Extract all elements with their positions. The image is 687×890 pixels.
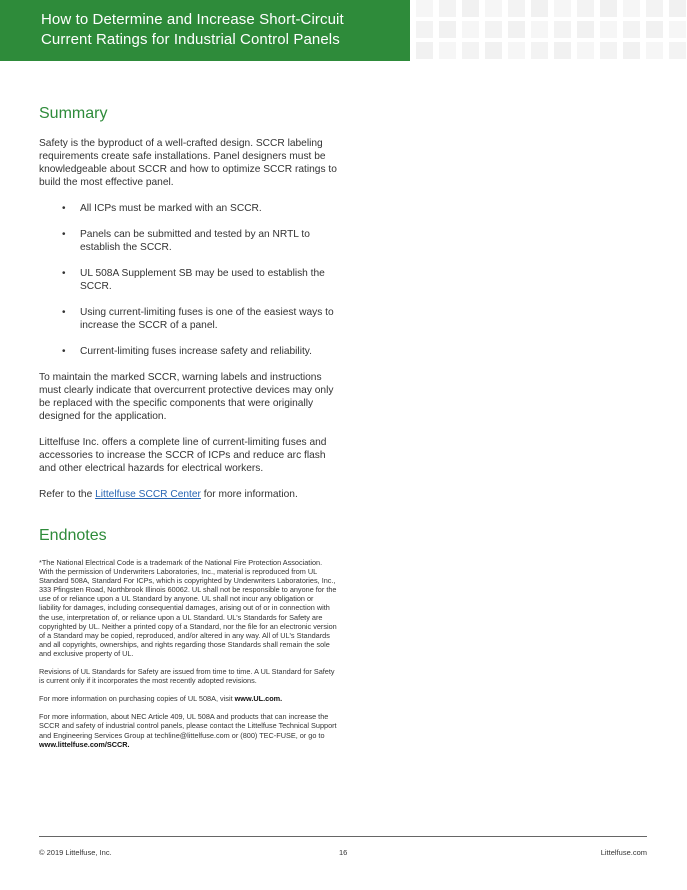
footer-site: Littelfuse.com — [600, 848, 647, 857]
grid-tile — [669, 42, 686, 59]
littelfuse-sccr-link[interactable]: www.littelfuse.com/SCCR. — [39, 739, 130, 749]
list-item: • Current-limiting fuses increase safety and reliability. — [62, 346, 312, 357]
document-title-line-1: How to Determine and Increase Short-Circuit — [41, 11, 344, 28]
grid-tile — [577, 42, 594, 59]
page-number: 16 — [339, 848, 348, 857]
grid-tile — [531, 42, 548, 59]
endnote-revisions: Revisions of UL Standards for Safety are issued from time to time. A UL Standard for Safety is current only if it incorporates the most recently adopted revisions. — [39, 667, 335, 686]
header-band — [0, 0, 410, 61]
grid-tile — [577, 0, 594, 17]
grid-tile — [531, 21, 548, 38]
grid-tile — [669, 21, 686, 38]
grid-tile — [600, 0, 617, 17]
grid-tile — [485, 42, 502, 59]
endnote-contact: For more information, about NEC Article 409, UL 508A and products that can increase the SCCR and safety of industrial control panels, please contact the Littelfuse Technical Support and Engineering Services Group at techline@littelfuse.com or (800) TEC-FUSE, or go to www.littelfuse.com/SCCR. — [39, 712, 337, 749]
bullet-icon: • — [62, 268, 66, 279]
grid-tile — [462, 0, 479, 17]
endnote-trademark: *The National Electrical Code is a trademark of the National Fire Protection Association. With the permission of Underwriters Laboratories, Inc., material is reproduced from UL Standard 508A, Standard For ICPs, which is copyrighted by Underwriters Laboratories, Inc., 333 Pfingsten Road, Northbrook Illinois 60062. UL shall not be responsible to anyone for the use of or reliance upon a UL Standard by anyone. UL shall not incur any obligation or liability for damages, including consequential damages, arising out of or in connection with the use, interpretation of, or reliance upon a UL Standard. UL's Standards for Safety are copyrighted by UL. Neither a printed copy of a Standard, nor the file for an electronic version of a Standard may be copied, reproduced, and/or altered in any way. All of UL's Standards and all copyrights, ownerships, and rights regarding those Standards shall remain the sole and exclusive property of UL. — [39, 558, 337, 658]
grid-tile — [600, 21, 617, 38]
grid-tile — [439, 0, 456, 17]
grid-tile — [646, 0, 663, 17]
grid-tile — [508, 21, 525, 38]
grid-tile — [485, 0, 502, 17]
list-item: • All ICPs must be marked with an SCCR. — [62, 203, 262, 214]
footer-copyright: © 2019 Littelfuse, Inc. — [39, 848, 112, 857]
summary-heading: Summary — [39, 105, 108, 122]
ul-website-link[interactable]: www.UL.com. — [234, 694, 283, 704]
summary-bullet-list — [39, 202, 337, 358]
grid-tile — [485, 21, 502, 38]
grid-tile — [462, 42, 479, 59]
grid-tile — [416, 21, 433, 38]
grid-tile — [600, 42, 617, 59]
grid-tile — [416, 0, 433, 17]
main-content — [39, 104, 337, 749]
bullet-icon: • — [62, 203, 66, 214]
grid-tile — [439, 42, 456, 59]
list-item: • UL 508A Supplement SB may be used to establish the SCCR. — [62, 268, 325, 292]
list-item: • Using current-limiting fuses is one of the easiest ways to increase the SCCR of a panel. — [62, 307, 334, 331]
decorative-grid — [410, 0, 687, 61]
maintenance-paragraph: To maintain the marked SCCR, warning labels and instructions must clearly indicate that overcurrent protective devices may only be replaced with the specific components that were originally designed for the application. — [39, 372, 334, 422]
bullet-icon: • — [62, 346, 66, 357]
littelfuse-paragraph: Littelfuse Inc. offers a complete line of current-limiting fuses and accessories to increase the SCCR of ICPs and reduce arc flash and other electrical hazards for electrical workers. — [39, 437, 327, 474]
grid-tile — [623, 21, 640, 38]
footer-divider — [39, 836, 647, 837]
grid-tile — [439, 21, 456, 38]
endnotes-heading: Endnotes — [39, 527, 107, 544]
refer-paragraph: Refer to the Littelfuse SCCR Center for more information. — [39, 489, 298, 500]
grid-tile — [623, 42, 640, 59]
grid-tile — [508, 0, 525, 17]
grid-tile — [462, 21, 479, 38]
document-title-line-2: Current Ratings for Industrial Control Panels — [41, 31, 340, 48]
endnote-purchasing: For more information on purchasing copies of UL 508A, visit www.UL.com. — [39, 694, 283, 704]
summary-intro: Safety is the byproduct of a well-crafted design. SCCR labeling requirements create safe installations. Panel designers must be knowledgeable about SCCR and how to optimize SCCR ratings to build the most effective panel. — [39, 138, 337, 188]
sccr-center-link[interactable]: Littelfuse SCCR Center — [95, 489, 201, 500]
grid-tile — [577, 21, 594, 38]
grid-tile — [531, 0, 548, 17]
grid-tile — [554, 0, 571, 17]
grid-tile — [646, 42, 663, 59]
grid-tile — [508, 42, 525, 59]
grid-tile — [646, 21, 663, 38]
grid-tile — [669, 0, 686, 17]
grid-tile — [554, 21, 571, 38]
list-item: • Panels can be submitted and tested by an NRTL to establish the SCCR. — [62, 229, 310, 253]
grid-tile — [623, 0, 640, 17]
bullet-icon: • — [62, 307, 66, 318]
grid-tile — [554, 42, 571, 59]
grid-tile — [416, 42, 433, 59]
bullet-icon: • — [62, 229, 66, 240]
